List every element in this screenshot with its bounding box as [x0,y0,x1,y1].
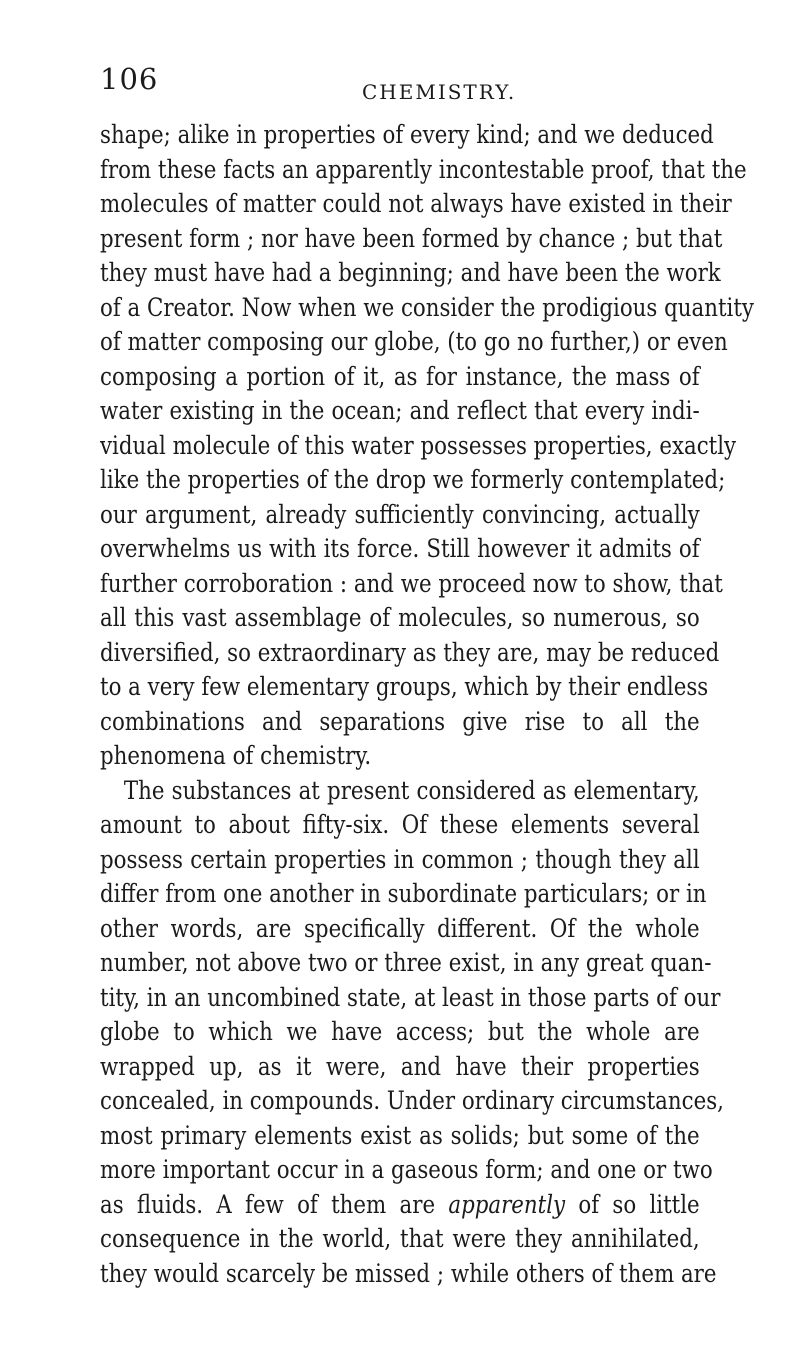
body-text [100,118,754,1291]
text-line: molecules of matter could not always have existed in their [100,189,732,218]
text-line: water existing in the ocean; and reflect that every indi- [100,396,700,425]
text-line: wrapped up, as it were, and have their properties [100,1051,700,1081]
text-line: they would scarcely be missed ; while others of them are [100,1258,717,1288]
text-line: all this vast assemblage of molecules, so numerous, so [100,603,700,632]
italic-emphasis: apparently [448,1189,566,1219]
text-run: as fluids. A few of them are [100,1189,436,1219]
text-line: diversified, so extraordinary as they are, may be reduced [100,637,720,667]
text-line: vidual molecule of this water possesses properties, exactly [100,430,737,460]
text-line: possess certain properties in common ; though they all [100,844,700,874]
text-line: concealed, in compounds. Under ordinary circumstances, [100,1086,724,1115]
text-line: composing a portion of it, as for instance, the mass of [100,361,700,391]
text-line: combinations and separations give rise to all the [100,706,700,736]
running-title: CHEMISTRY. [362,80,517,104]
text-line: phenomena of chemistry. [100,741,372,770]
text-line: most primary elements exist as solids; but some of the [100,1120,700,1150]
text-line: our argument, already sufficiently convincing, actually [100,499,700,529]
text-line: shape; alike in properties of every kind; and we deduced [100,120,714,149]
text-line: amount to about fifty-six. Of these elements several [100,810,700,839]
text-line: of matter composing our globe, (to go no further,) or even [100,327,728,356]
text-line: present form ; nor have been formed by chance ; but that [100,223,723,253]
text-line: The substances at present considered as elementary, [123,775,700,805]
text-line: more important occur in a gaseous form; and one or two [100,1155,713,1184]
text-line: further corroboration : and we proceed now to show, that [100,568,723,598]
page-number: 106 [100,62,159,96]
text-line-mixed [100,1188,700,1223]
text-line: consequence in the world, that were they annihilated, [100,1224,700,1253]
text-line: to a very few elementary groups, which by their endless [100,672,709,701]
text-line: globe to which we have access; but the whole are [100,1017,700,1046]
text-line: differ from one another in subordinate particulars; or in [100,879,707,908]
text-line: other words, are specifically different. Of the whole [100,913,700,943]
text-line: number, not above two or three exist, in any great quan- [100,948,712,977]
text-line: from these facts an apparently incontestable proof, that the [100,154,747,184]
text-line: of a Creator. Now when we consider the prodigious quantity [100,292,754,322]
text-line: overwhelms us with its force. Still however it admits of [100,534,700,563]
text-line: they must have had a beginning; and have been the work [100,258,721,287]
text-line: tity, in an uncombined state, at least in those parts of our [100,982,721,1012]
text-line: like the properties of the drop we formerly contemplated; [100,465,726,494]
running-head [100,62,700,102]
text-run: of so little [565,1189,700,1219]
